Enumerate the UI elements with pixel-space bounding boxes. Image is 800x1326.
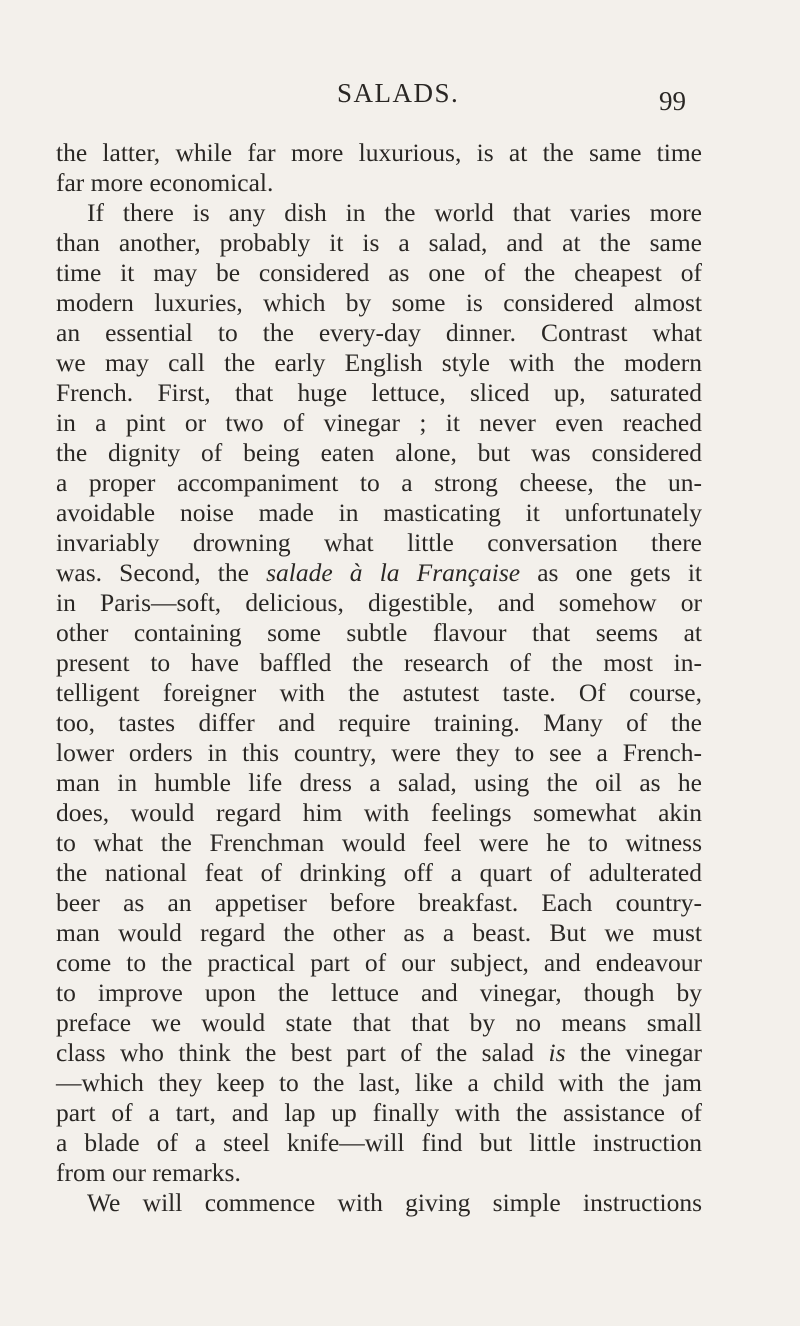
italic-phrase: is bbox=[548, 1038, 566, 1067]
text-line: part of a tart, and lap up finally with the assistance of bbox=[56, 1098, 702, 1127]
text-line: time it may be considered as one of the cheapest of bbox=[56, 258, 702, 287]
text-line: from our remarks. bbox=[56, 1158, 241, 1187]
text-line bbox=[56, 558, 702, 588]
text-line bbox=[56, 1038, 702, 1068]
text-segment: as one gets it bbox=[520, 558, 702, 587]
text-line: modern luxuries, which by some is considered almost bbox=[56, 288, 702, 317]
text-line: the dignity of being eaten alone, but was considered bbox=[56, 438, 702, 467]
text-line: If there is any dish in the world that varies more bbox=[87, 198, 702, 227]
running-head: SALADS. bbox=[337, 78, 460, 108]
text-line: too, tastes differ and require training. Many of the bbox=[56, 708, 702, 737]
text-line: the latter, while far more luxurious, is at the same time bbox=[56, 138, 702, 167]
text-line: does, would regard him with feelings somewhat akin bbox=[56, 798, 702, 827]
text-line: invariably drowning what little conversation there bbox=[56, 528, 702, 557]
text-line: we may call the early English style with the modern bbox=[56, 348, 702, 377]
text-line: come to the practical part of our subject, and endeavour bbox=[56, 948, 702, 977]
text-line: We will commence with giving simple instructions bbox=[87, 1188, 702, 1217]
text-line: telligent foreigner with the astutest taste. Of course, bbox=[56, 678, 702, 707]
text-line: man would regard the other as a beast. But we must bbox=[56, 918, 702, 947]
text-line: the national feat of drinking off a quart of adulterated bbox=[56, 858, 702, 887]
text-line: French. First, that huge lettuce, sliced up, saturated bbox=[56, 378, 702, 407]
text-line: far more economical. bbox=[56, 168, 274, 197]
italic-phrase: salade à la Française bbox=[266, 558, 521, 587]
text-segment: class who think the best part of the salad bbox=[56, 1038, 549, 1067]
text-segment: was. Second, the bbox=[56, 558, 267, 587]
text-line: preface we would state that that by no means small bbox=[56, 1008, 702, 1037]
text-line: present to have baffled the research of the most in- bbox=[56, 648, 702, 677]
text-line: to what the Frenchman would feel were he to witness bbox=[56, 828, 702, 857]
text-line: a blade of a steel knife—will find but little instruction bbox=[56, 1128, 702, 1157]
text-line: in Paris—soft, delicious, digestible, and somehow or bbox=[56, 588, 702, 617]
text-line: —which they keep to the last, like a child with the jam bbox=[56, 1068, 702, 1097]
text-line: to improve upon the lettuce and vinegar, though by bbox=[56, 978, 702, 1007]
page-header bbox=[0, 74, 800, 114]
text-line: lower orders in this country, were they to see a French- bbox=[56, 738, 702, 767]
text-line: than another, probably it is a salad, and at the same bbox=[56, 228, 702, 257]
text-line: beer as an appetiser before breakfast. Each country- bbox=[56, 888, 702, 917]
text-line: in a pint or two of vinegar ; it never even reached bbox=[56, 408, 702, 437]
text-line: man in humble life dress a salad, using the oil as he bbox=[56, 768, 702, 797]
text-line: other containing some subtle flavour that seems at bbox=[56, 618, 702, 647]
text-segment: the vinegar bbox=[565, 1038, 702, 1067]
text-line: avoidable noise made in masticating it unfortunately bbox=[56, 498, 702, 527]
text-line: an essential to the every-day dinner. Contrast what bbox=[56, 318, 702, 347]
page-number: 99 bbox=[659, 86, 686, 116]
text-line: a proper accompaniment to a strong cheese, the un- bbox=[56, 468, 702, 497]
